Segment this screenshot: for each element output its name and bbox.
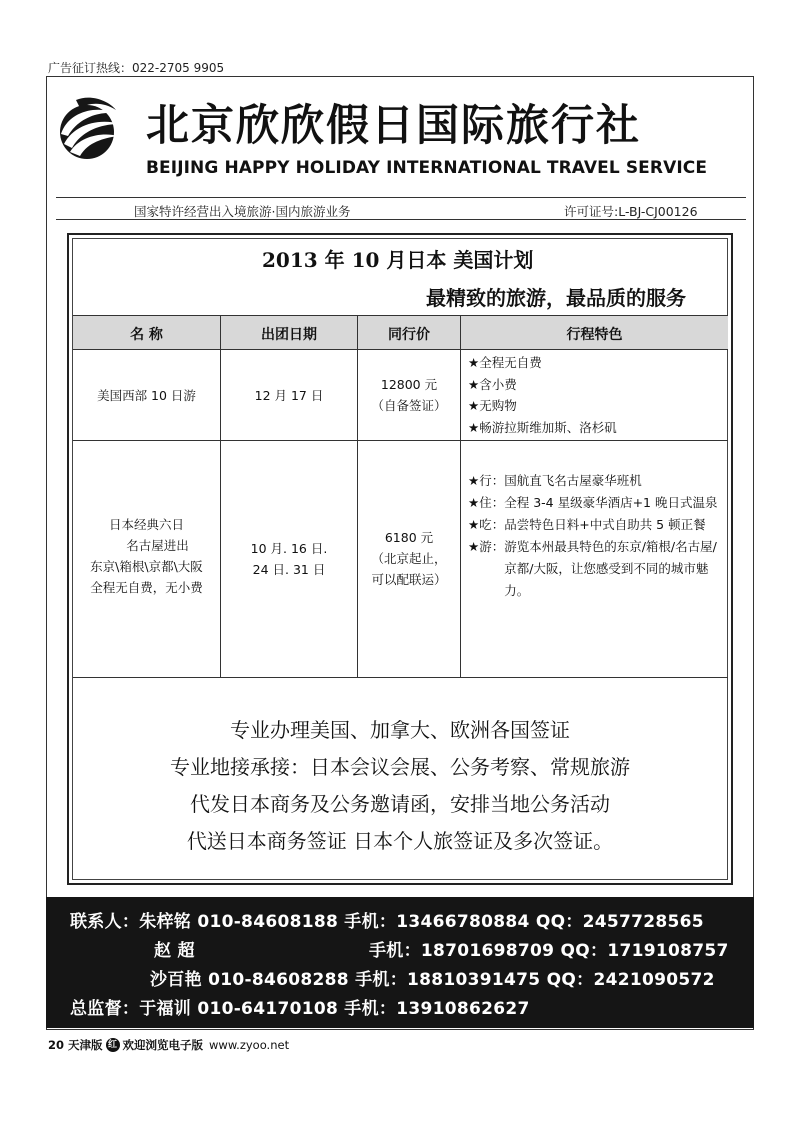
column-header-date: 出团日期 [261, 327, 317, 343]
contact-line: 总监督：于福训 010-64170108 手机：13910862627 [70, 999, 530, 1019]
departure-date: 10 月. 16 日. 24 日. 31 日 [250, 541, 328, 577]
column-header-price: 同行价 [388, 327, 430, 343]
column-header-name: 名 称 [130, 327, 163, 343]
license-number: 许可证号:L-BJ-CJ00126 [564, 204, 698, 219]
agency-name-cn: 北京欣欣假日国际旅行社 [146, 101, 641, 151]
table-line [220, 315, 221, 677]
service-line: 专业办理美国、加拿大、欧洲各国签证 [230, 718, 570, 742]
column-header-features: 行程特色 [566, 327, 623, 343]
feature-item: ★ 无购物 [468, 398, 517, 413]
table-line [357, 315, 358, 677]
contact-line: 联系人：朱梓铭 010-84608188 手机：13466780884 QQ：2457728565 [70, 912, 704, 932]
tour-name: 日本经典六日 名古屋进出 东京\箱根\京都\大阪 全程无自费，无小费 [90, 517, 203, 595]
feature-item: ★游： 游览本州最具特色的东京/箱根/名古屋/京都/大阪，让您感受到不同的城市魅力。 [468, 539, 717, 598]
page-number: 20 [48, 1038, 65, 1052]
tour-name: 美国西部 10 日游 [97, 388, 196, 403]
service-line: 专业地接承接：日本会议会展、公务考察、常规旅游 [170, 755, 630, 779]
feature-item: ★行： 国航直飞名古屋豪华班机 [468, 473, 642, 488]
agency-name-en: BEIJING HAPPY HOLIDAY INTERNATIONAL TRAVEL SERVICE [146, 158, 708, 178]
plan-title: 2013 年 10 月日本 美国计划 [262, 248, 534, 272]
table-line [73, 349, 728, 350]
tour-price: 6180 元 （北京起止， 可以配联运） [371, 530, 447, 587]
table-line [73, 315, 728, 316]
website-link[interactable]: www.zyoo.net [209, 1038, 290, 1052]
feature-item: ★ 畅游拉斯维加斯、洛杉矶 [468, 419, 617, 435]
divider [56, 219, 746, 220]
tour-price: 12800 元 （自备签证） [371, 377, 447, 413]
feature-item: ★吃： 品尝特色日料+中式自助共 5 顿正餐 [468, 517, 706, 532]
service-line: 代发日本商务及公务邀请函，安排当地公务活动 [190, 792, 610, 816]
tour-features [468, 470, 726, 602]
red-badge-icon: 红 [106, 1038, 120, 1052]
page-footer [48, 1037, 289, 1053]
contact-line: 赵 超 [154, 941, 195, 961]
welcome-text: 欢迎浏览电子版 [122, 1038, 204, 1052]
ad-hotline: 广告征订热线：022-2705 9905 [48, 61, 225, 75]
swirl-logo-icon [56, 94, 122, 160]
contact-line: 沙百艳 010-84608288 手机：18810391475 QQ：2421090572 [150, 970, 715, 990]
divider [56, 197, 746, 198]
feature-item: ★ 全程无自费 [468, 355, 542, 370]
plan-slogan: 最精致的旅游，最品质的服务 [426, 286, 686, 310]
services-list [72, 712, 728, 860]
business-scope: 国家特许经营出入境旅游·国内旅游业务 [134, 204, 351, 219]
edition-label: 天津版 [68, 1038, 103, 1052]
contact-line: 手机：18701698709 QQ：1719108757 [369, 941, 729, 961]
table-line [460, 315, 461, 677]
service-line: 代送日本商务签证 日本个人旅签证及多次签证。 [186, 829, 614, 853]
departure-date: 12 月 17 日 [254, 388, 324, 403]
table-line [73, 677, 728, 678]
tour-features [468, 352, 724, 438]
table-line [73, 440, 728, 441]
feature-item: ★住： 全程 3-4 星级豪华酒店+1 晚日式温泉 [468, 495, 718, 510]
feature-item: ★ 含小费 [468, 376, 517, 392]
